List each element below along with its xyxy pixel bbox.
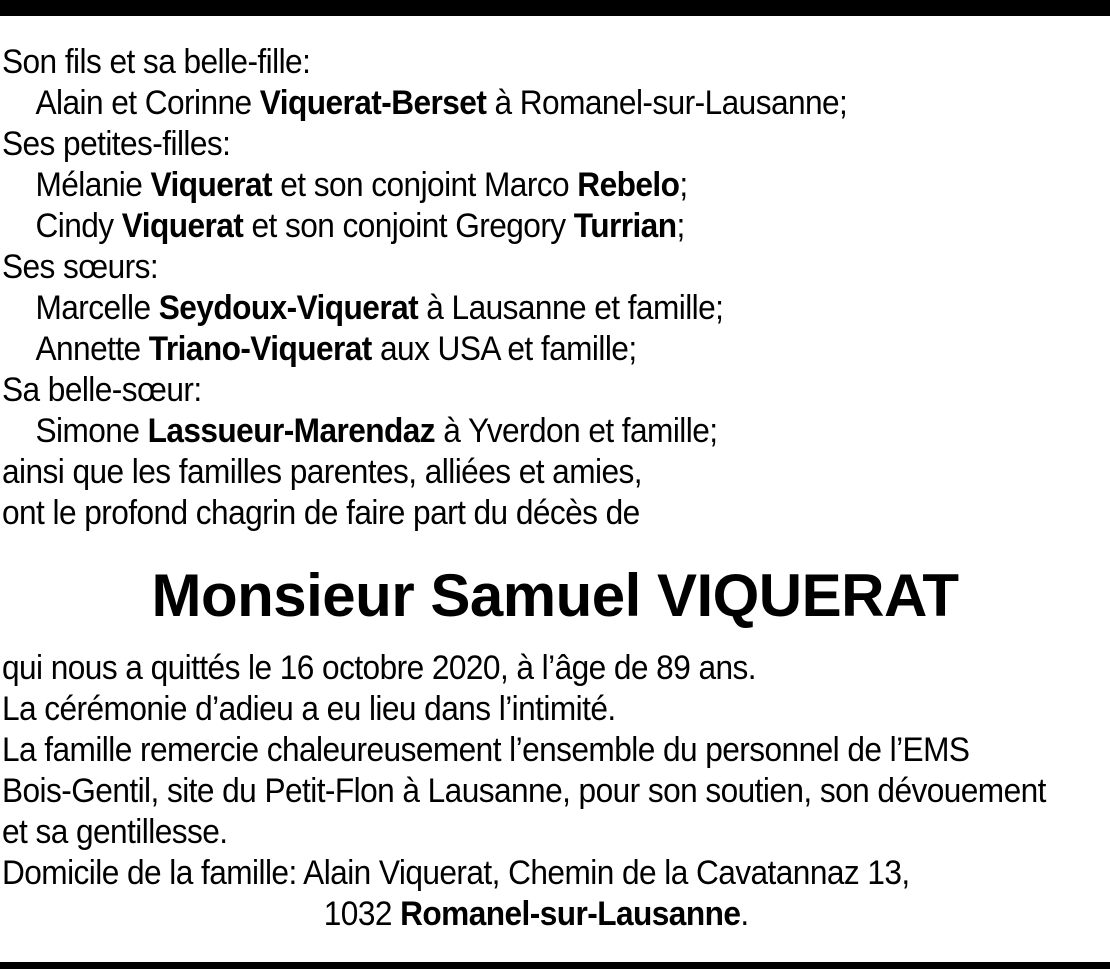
sister-1-pre: Marcelle — [35, 289, 159, 327]
son-heading: Son fils et sa belle-fille: — [2, 43, 311, 81]
sister-1-surname: Seydoux-Viquerat — [158, 289, 419, 327]
sister-2-line — [2, 329, 1031, 370]
sister-in-law-line — [2, 411, 1031, 452]
bottom-border-rule — [0, 962, 1110, 969]
thanks-line-2: Bois-Gentil, site du Petit-Flon à Lausanne, pour son soutien, son dévouement — [2, 772, 1046, 810]
granddaughter-1-surname: Viquerat — [150, 166, 273, 204]
son-surname: Viquerat-Berset — [259, 84, 487, 122]
granddaughter-2-post: ; — [676, 207, 685, 245]
sisters-heading: Ses sœurs: — [2, 248, 159, 286]
granddaughter-1-line — [2, 165, 1031, 206]
domicile-town-line — [2, 894, 1031, 935]
ceremony-line: La cérémonie d’adieu a eu lieu dans l’intimité. — [2, 690, 616, 728]
sister-in-law-pre: Simone — [35, 412, 148, 450]
town-name: Romanel-sur-Lausanne — [400, 895, 741, 933]
granddaughter-2-mid: et son conjoint Gregory — [243, 207, 574, 245]
town-end: . — [740, 895, 749, 933]
sister-in-law-surname: Lassueur-Marendaz — [147, 412, 436, 450]
deceased-name: Monsieur Samuel VIQUERAT — [151, 562, 959, 629]
top-border-rule — [0, 0, 1110, 16]
sister-1-post: à Lausanne et famille; — [418, 289, 724, 327]
thanks-line-3: et sa gentillesse. — [2, 813, 228, 851]
granddaughter-1-pre: Mélanie — [35, 166, 151, 204]
notice-body — [2, 648, 1108, 935]
son-line-pre: Alain et Corinne — [35, 84, 260, 122]
granddaughter-1-mid: et son conjoint Marco — [272, 166, 578, 204]
granddaughter-1-partner-surname: Rebelo — [577, 166, 680, 204]
thanks-line-1: La famille remercie chaleureusement l’ensemble du personnel de l’EMS — [2, 731, 970, 769]
sister-in-law-heading: Sa belle-sœur: — [2, 371, 202, 409]
son-line — [2, 83, 1031, 124]
granddaughter-2-partner-surname: Turrian — [573, 207, 677, 245]
families-line: ainsi que les familles parentes, alliées et amies, — [2, 453, 642, 491]
granddaughter-1-post: ; — [679, 166, 688, 204]
sister-1-line — [2, 288, 1031, 329]
sister-in-law-post: à Yverdon et famille; — [435, 412, 718, 450]
sister-2-post: aux USA et famille; — [371, 330, 637, 368]
granddaughter-2-line — [2, 206, 1031, 247]
family-list — [2, 42, 1031, 534]
granddaughter-2-surname: Viquerat — [121, 207, 244, 245]
postcode: 1032 — [323, 895, 401, 933]
son-line-post: à Romanel-sur-Lausanne; — [486, 84, 848, 122]
passing-line: qui nous a quittés le 16 octobre 2020, à l’âge de 89 ans. — [2, 649, 757, 687]
sister-2-pre: Annette — [35, 330, 149, 368]
granddaughter-2-pre: Cindy — [35, 207, 122, 245]
domicile-line: Domicile de la famille: Alain Viquerat, Chemin de la Cavatannaz 13, — [2, 854, 910, 892]
sister-2-surname: Triano-Viquerat — [148, 330, 372, 368]
granddaughters-heading: Ses petites-filles: — [2, 125, 231, 163]
announce-line: ont le profond chagrin de faire part du décès de — [2, 494, 640, 532]
